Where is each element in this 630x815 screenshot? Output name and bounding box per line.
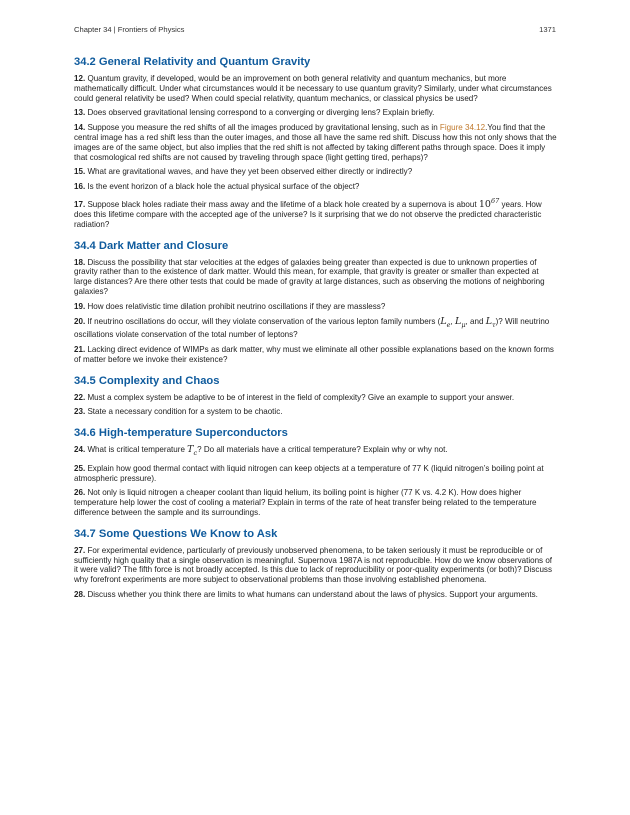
question-24: 24. What is critical temperature $T_c$? Do all materials have a critical temperature? Explain why or why not. (74, 444, 448, 458)
math-expression: $L_\mu$ (455, 315, 466, 329)
question-19: 19. How does relativistic time dilation prohibit neutrino oscillations if they are massless? (74, 301, 386, 311)
question-23: 23. State a necessary condition for a system to be chaotic. (74, 407, 283, 417)
question-12: 12. Quantum gravity, if developed, would be an improvement on both general relativity and quantum mechanics, but more mathematically difficult. Under what circumstances would it be necessary to use quantum gravity? Similarly, under what circumstances could general relativity be used? When could special relativity, quantum mechanics, or classical physics be used? (74, 74, 552, 103)
figure-link[interactable]: Figure 34.12 (439, 123, 486, 133)
section-34-5 (74, 375, 558, 418)
question-15: 15. What are gravitational waves, and have they yet been observed either directly or indirectly? (74, 167, 413, 177)
section-heading: 34.4 Dark Matter and Closure (74, 239, 229, 252)
question-20: 20. If neutrino oscillations do occur, will they violate conservation of the various lepton family numbers ($L_e$, $L_\mu$, and $L_\tau$)? Will neutrino oscillations violate conservation of the total number of leptons? (74, 315, 550, 340)
question-27: 27. For experimental evidence, particularly of previously unobserved phenomena, to be taken seriously it must be reproducible or of sufficiently high quality that a single observation is meaningful. Supernova 1987A is not reproducible. How do we know observations of it were valid? The fifth force is not broadly accepted. Is this due to lack of reproducibility or poor-quality experiments (or both)? Discuss why forefront experiments are more subject to observational problems than those involving established phenomena. (74, 545, 553, 585)
chapter-title: Chapter 34 | Frontiers of Physics (74, 25, 185, 34)
section-heading: 34.2 General Relativity and Quantum Gravity (74, 56, 311, 68)
page-number: 1371 (539, 25, 556, 34)
question-17: 17. Suppose black holes radiate their mass away and the lifetime of a black hole created by a supernova is about $10^{67}$ years. How does this lifetime compare with the accepted age of the universe? Is it surprising that we do not observe the predicted characteristic radiation? (74, 196, 542, 229)
question-25: 25. Explain how good thermal contact with liquid nitrogen can keep objects at a temperature of 77 K (liquid nitrogen’s boiling point at atmospheric pressure). (74, 463, 544, 483)
question-21: 21. Lacking direct evidence of WIMPs as dark matter, why must we eliminate all other possible explanations based on the known forms of matter before we invoke their existence? (74, 344, 554, 364)
section-34-4 (74, 240, 558, 365)
section-heading: 34.5 Complexity and Chaos (74, 374, 220, 387)
page-header (74, 25, 556, 37)
section-heading: 34.6 High-temperature Superconductors (74, 427, 288, 440)
math-expression: $L_\tau$ (485, 315, 496, 329)
question-14: 14. Suppose you measure the red shifts of all the images produced by gravitational lensing, such as in Figure 34.12.You find that the central image has a red shift less than the outer images, and those all have the same red shift. Discuss how this not only shows that the images are of the same object, but also implies that the red shift is not affected by taking different paths through space. Does it imply that cosmological red shifts are not caused by traveling through space (light getting tired, perhaps)? (74, 123, 557, 162)
math-expression: $L_e$ (440, 315, 451, 329)
question-16: 16. Is the event horizon of a black hole the actual physical surface of the object? (74, 182, 360, 192)
section-34-6 (74, 427, 558, 518)
page-content (74, 56, 558, 610)
question-22: 22. Must a complex system be adaptive to be of interest in the field of complexity? Give an example to support your answer. (74, 392, 515, 402)
math-expression: $10^{67}$ (478, 196, 500, 211)
section-34-2 (74, 56, 558, 230)
question-18: 18. Discuss the possibility that star velocities at the edges of galaxies being greater than expected is due to unknown properties of gravity rather than to the existence of dark matter. Would this mean, for example, that gravity is greater or smaller than expected at large distances? Are there other tests that could be made of gravity at large distances, such as observing the motions of neighboring galaxies? (74, 257, 545, 296)
section-heading: 34.7 Some Questions We Know to Ask (74, 527, 278, 540)
question-26: 26. Not only is liquid nitrogen a cheaper coolant than liquid helium, its boiling point is higher (77 K vs. 4.2 K). How does higher temperature help lower the cost of cooling a material? Explain in terms of the rate of heat transfer being related to the temperature difference between the sample and its surroundings. (74, 488, 537, 518)
math-expression: $T_c$ (187, 444, 198, 458)
question-13: 13. Does observed gravitational lensing correspond to a converging or diverging lens? Explain briefly. (74, 108, 435, 118)
section-34-7 (74, 528, 558, 600)
question-28: 28. Discuss whether you think there are limits to what humans can understand about the laws of physics. Support your arguments. (74, 590, 538, 600)
